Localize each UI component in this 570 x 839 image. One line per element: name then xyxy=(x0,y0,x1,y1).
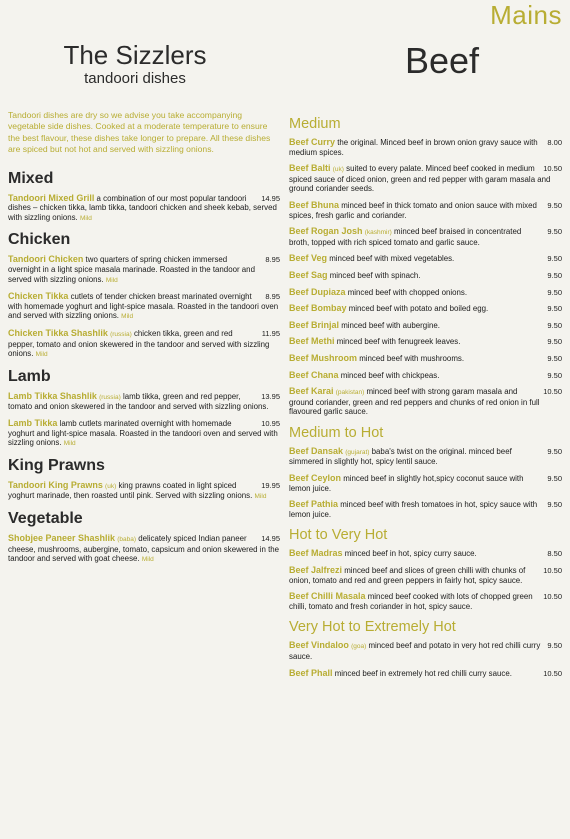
item-origin-tag: (baba) xyxy=(117,535,137,543)
item-name: Beef Dupiaza xyxy=(289,286,346,297)
item-description: minced beef with mushrooms. xyxy=(359,353,465,363)
item-origin-tag: (kashmir) xyxy=(364,229,392,237)
item-name: Beef Chana xyxy=(289,369,339,380)
item-price: 9.50 xyxy=(547,287,562,297)
item-price: 9.50 xyxy=(547,270,562,280)
item-description: cutlets of tender chicken breast marinated overnight with homemade yoghurt and light-spice masala. Roasted in the tandoori oven and served with sizzling onions. xyxy=(8,292,279,321)
item-spice-level: Mild xyxy=(35,351,48,359)
item-price: 19.95 xyxy=(261,480,280,490)
item-name: Tandoori Chicken xyxy=(8,254,84,265)
item-name: Beef Chilli Masala xyxy=(289,591,366,602)
item-price: 9.50 xyxy=(547,200,562,210)
menu-item xyxy=(289,474,562,493)
menu-item xyxy=(289,337,562,347)
item-name: Beef Bhuna xyxy=(289,199,340,210)
item-description: minced beef in thick tomato and onion sauce with mixed spices, fresh garlic and coriander. xyxy=(289,200,537,220)
item-description: baba's twist on the original. minced beef simmered in slightly hot, spicy lentil sauce. xyxy=(289,446,512,467)
item-name: Beef Madras xyxy=(289,548,343,559)
item-description: minced beef with chopped onions. xyxy=(347,287,468,297)
item-price: 9.50 xyxy=(547,500,562,510)
menu-item xyxy=(289,641,562,661)
menu-item xyxy=(8,419,280,449)
item-origin-tag: (russia) xyxy=(99,393,121,401)
item-price: 8.95 xyxy=(265,292,280,302)
item-description: suited to every palate. Minced beef cooked in medium spiced sauce of diced onion, green and red pepper with garam masala and ground coriander seeds. xyxy=(289,164,551,194)
item-description: king prawns coated in light spiced yoghurt marinade, then roasted until pink. Served with sizzling onions. xyxy=(8,480,253,501)
item-name: Beef Jalfrezi xyxy=(289,565,343,576)
item-name: Beef Phall xyxy=(289,667,333,678)
section-heading: King Prawns xyxy=(8,456,105,474)
sizzlers-title-block xyxy=(60,42,210,87)
item-price: 14.95 xyxy=(261,533,280,543)
section-heading: Chicken xyxy=(8,231,71,249)
item-name: Beef Karai xyxy=(289,386,334,397)
item-description: lamb tikka, green and red pepper, tomato and onion skewered in the tandoor and served with sizzling onions. xyxy=(8,391,269,412)
item-price: 10.95 xyxy=(261,418,280,428)
menu-item xyxy=(8,481,280,502)
menu-item xyxy=(289,254,562,264)
item-description: minced beef braised in concentrated broth, topped with rich spiced tomato and garlic sauce. xyxy=(289,227,522,247)
menu-item xyxy=(289,566,562,585)
item-price: 9.50 xyxy=(547,474,562,484)
item-name: Beef Ceylon xyxy=(289,473,342,484)
item-description: minced beef with spinach. xyxy=(329,270,421,280)
item-name: Chicken Tikka Shashlik xyxy=(8,327,108,338)
item-name: Beef Mushroom xyxy=(289,352,358,363)
menu-item xyxy=(289,201,562,220)
item-spice-level: Mild xyxy=(63,440,76,448)
menu-item xyxy=(289,354,562,364)
menu-item xyxy=(289,447,562,467)
item-price: 10.50 xyxy=(543,387,562,397)
menu-item xyxy=(289,164,562,194)
item-name: Beef Pathia xyxy=(289,499,339,510)
item-price: 9.50 xyxy=(547,370,562,380)
item-price: 9.50 xyxy=(547,353,562,363)
item-name: Tandoori Mixed Grill xyxy=(8,192,95,203)
item-description: lamb cutlets marinated overnight with homemade yoghurt and light-spice masala. Roasted in the tandoori oven and served with sizzling onions. xyxy=(8,418,278,448)
item-spice-level: Mild xyxy=(141,556,154,564)
menu-item xyxy=(289,592,562,611)
menu-item xyxy=(289,500,562,519)
item-price: 13.95 xyxy=(261,391,280,401)
item-origin-tag: (pakistan) xyxy=(335,389,365,397)
beef-heading: Beef xyxy=(405,40,480,81)
menu-item xyxy=(289,138,562,157)
item-origin-tag: (goa) xyxy=(351,643,367,651)
item-price: 8.95 xyxy=(265,255,280,265)
item-description: minced beef with chickpeas. xyxy=(340,370,440,380)
item-description: minced beef with potato and boiled egg. xyxy=(348,304,489,314)
menu-item xyxy=(289,304,562,314)
item-description: minced beef and potato in very hot red chilli curry sauce. xyxy=(289,641,541,661)
item-description: minced beef in slightly hot,spicy coconut sauce with lemon juice. xyxy=(289,474,524,493)
item-price: 9.50 xyxy=(547,320,562,330)
item-price: 10.50 xyxy=(543,592,562,602)
section-heading: Mixed xyxy=(8,169,54,187)
item-price: 11.95 xyxy=(261,328,280,338)
item-price: 9.50 xyxy=(547,641,562,651)
item-spice-level: Mild xyxy=(105,276,118,284)
item-price: 8.50 xyxy=(547,549,562,559)
sizzlers-title: The Sizzlers xyxy=(63,40,207,70)
menu-item xyxy=(8,329,280,360)
item-price: 9.50 xyxy=(547,227,562,237)
menu-item xyxy=(289,387,562,417)
item-price: 9.50 xyxy=(547,254,562,264)
right-column xyxy=(289,108,562,685)
item-origin-tag: (uk) xyxy=(332,166,344,174)
menu-item xyxy=(289,321,562,331)
mains-heading: Mains xyxy=(490,0,562,30)
item-description: minced beef with aubergine. xyxy=(341,320,440,330)
menu-item xyxy=(8,534,280,565)
item-description: minced beef and slices of green chilli with chunks of onion, tomato and red and green peppers in fairly hot, spicy sauce. xyxy=(289,566,526,585)
menu-item xyxy=(289,669,562,679)
item-price: 10.50 xyxy=(543,164,562,174)
item-spice-level: Mild xyxy=(79,214,92,222)
item-description: a combination of our most popular tandoori dishes – chicken tikka, lamb tikka, tandoori chicken and sheek kebab, served with sizzling onions. xyxy=(8,193,277,222)
section-heading: Medium to Hot xyxy=(289,424,384,441)
item-price: 10.50 xyxy=(543,668,562,678)
menu-item xyxy=(289,549,562,559)
item-name: Beef Rogan Josh xyxy=(289,226,363,237)
menu-item xyxy=(289,271,562,281)
item-name: Lamb Tikka Shashlik xyxy=(8,390,97,401)
item-origin-tag: (uk) xyxy=(105,482,117,490)
item-name: Beef Balti xyxy=(289,163,331,174)
item-description: the original. Minced beef in brown onion gravy sauce with medium spices. xyxy=(289,138,538,157)
section-heading: Very Hot to Extremely Hot xyxy=(289,619,456,636)
item-price: 9.50 xyxy=(547,337,562,347)
item-price: 9.50 xyxy=(547,304,562,314)
menu-item xyxy=(8,292,280,322)
item-description: delicately spiced Indian paneer cheese, mushrooms, aubergine, tomato, capsicum and onion skewered in the tandoor and served with goat cheese. xyxy=(8,533,280,564)
item-name: Lamb Tikka xyxy=(8,417,58,428)
menu-item xyxy=(289,371,562,381)
section-heading: Medium xyxy=(289,116,341,132)
left-sections xyxy=(8,170,280,565)
item-name: Beef Veg xyxy=(289,253,328,264)
item-spice-level: Mild xyxy=(121,313,134,321)
section-heading: Hot to Very Hot xyxy=(289,527,388,544)
item-name: Shobjee Paneer Shashlik xyxy=(8,532,116,543)
item-price: 10.50 xyxy=(543,566,562,576)
right-sections xyxy=(289,116,562,678)
item-spice-level: Mild xyxy=(254,493,267,501)
item-description: minced beef with strong garam masala and ground coriander, green and red peppers and chunks of red onion in full flavoured garlic sauce. xyxy=(289,387,540,417)
item-description: minced beef cooked with lots of chopped green chilli, tomato and fresh coriander in hot, spicy sauce. xyxy=(289,592,533,611)
item-description: minced beef with fresh tomatoes in hot, spicy sauce with lemon juice. xyxy=(289,500,538,519)
item-price: 14.95 xyxy=(261,193,280,203)
item-name: Beef Sag xyxy=(289,269,328,280)
section-heading: Lamb xyxy=(8,367,51,385)
item-name: Beef Vindaloo xyxy=(289,640,349,651)
menu-item xyxy=(289,288,562,298)
sizzlers-subtitle: tandoori dishes xyxy=(84,70,186,87)
item-name: Beef Bombay xyxy=(289,303,347,314)
item-name: Chicken Tikka xyxy=(8,291,69,302)
left-column xyxy=(8,110,280,572)
item-name: Tandoori King Prawns xyxy=(8,479,103,490)
item-description: chicken tikka, green and red pepper, tomato and onion skewered in the tandoor and served with sizzling onions. xyxy=(8,328,270,359)
item-price: 8.00 xyxy=(547,138,562,147)
item-description: minced beef in hot, spicy curry sauce. xyxy=(344,549,477,559)
item-name: Beef Curry xyxy=(289,137,336,147)
menu-item xyxy=(8,255,280,285)
item-name: Beef Methi xyxy=(289,336,335,347)
item-description: minced beef in extremely hot red chilli curry sauce. xyxy=(334,668,512,678)
item-price: 9.50 xyxy=(547,446,562,456)
item-description: minced beef with fenugreek leaves. xyxy=(336,337,461,347)
item-name: Beef Dansak xyxy=(289,445,344,456)
intro-text: Tandoori dishes are dry so we advise you take accompanying vegetable side dishes. Cooked at a moderate temperature to ensure the best flavour, these dishes take longer to prepare. All these dishes are spiced but not hot and served with sizzling onions. xyxy=(8,110,271,155)
menu-item xyxy=(8,194,280,224)
item-origin-tag: (russia) xyxy=(110,330,132,338)
item-description: minced beef with mixed vegetables. xyxy=(329,254,455,264)
item-origin-tag: (gujarat) xyxy=(345,448,370,456)
section-heading: Vegetable xyxy=(8,509,83,527)
item-name: Beef Brinjal xyxy=(289,319,340,330)
menu-item xyxy=(8,392,280,412)
menu-item xyxy=(289,227,562,247)
item-description: two quarters of spring chicken immersed overnight in a light spice masala marinade. Roasted in the tandoor and served with sizzling onions. xyxy=(8,255,255,284)
